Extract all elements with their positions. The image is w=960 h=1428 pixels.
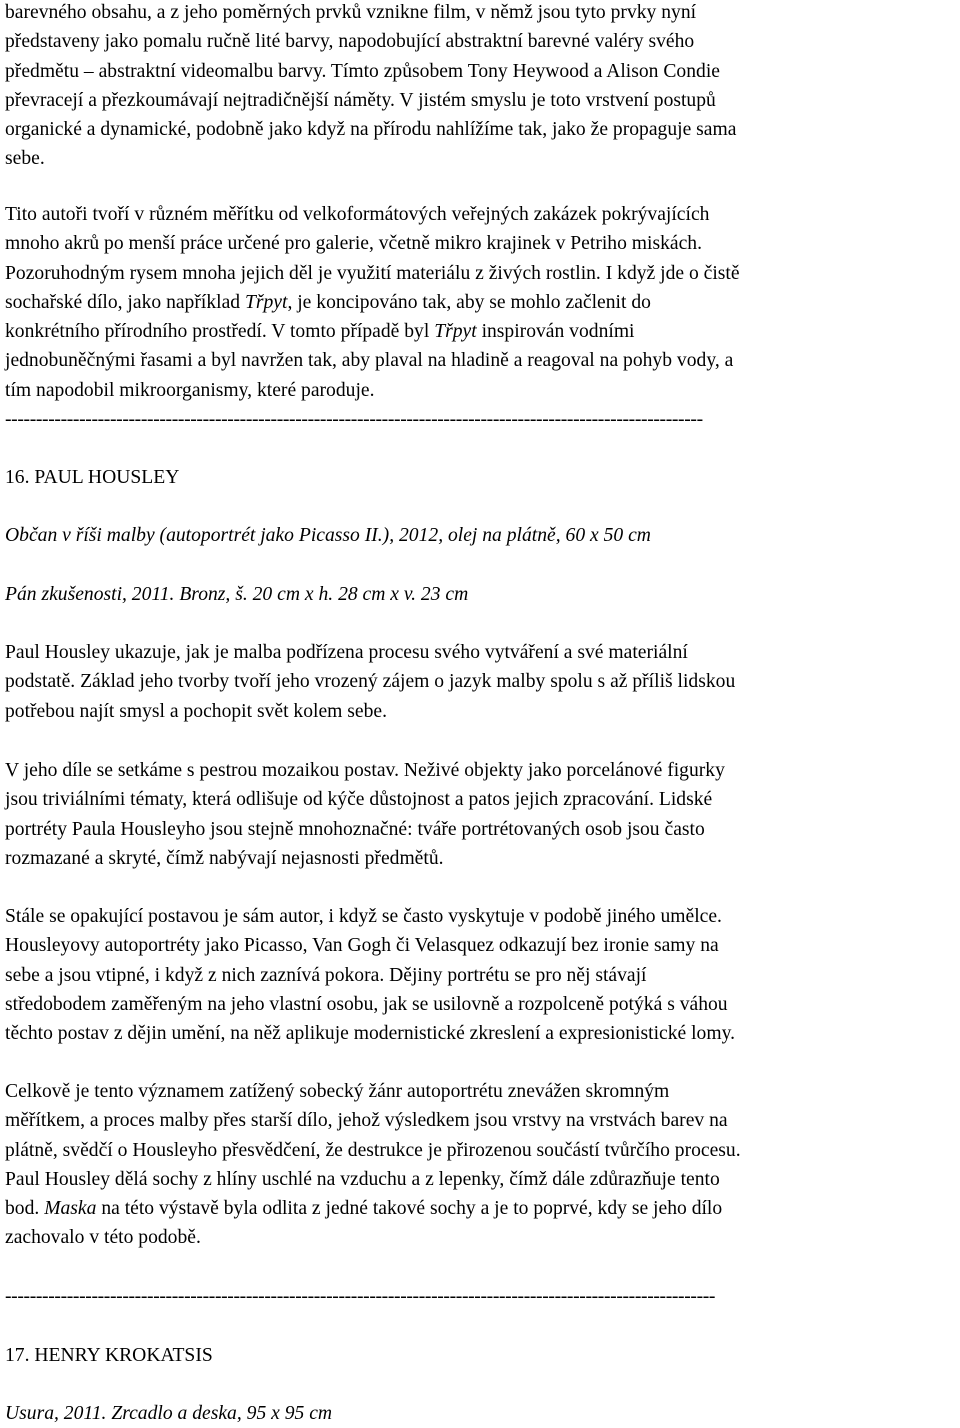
text-run: sochařské dílo, jako například [5,291,245,313]
section-separator: ------------------------------------------------------------------------------------------------------------------- [5,1286,716,1307]
text-run: na této výstavě byla odlita z jedné takové sochy a je to poprvé, kdy se jeho dílo [96,1198,723,1220]
text-line: Pozoruhodným rysem mnoha jejich děl je využití materiálu z živých rostlin. I když jde o čistě [5,262,740,284]
text-line: tím napodobil mikroorganismy, které paroduje. [5,379,375,401]
text-line: organické a dynamické, podobně jako když na přírodu nahlížíme tak, jako že propaguje sama [5,119,737,141]
text-line: jednobuněčnými řasami a byl navržen tak, aby plaval na hladině a reagoval na pohyb vody, a [5,350,734,372]
paragraph-intro-continuation [5,0,736,174]
text-line: sebe a jsou vtipné, i když z nich zaznívá pokora. Dějiny portrétu se pro něj stávají [5,964,647,986]
artwork-caption-2: Pán zkušenosti, 2011. Bronz, š. 20 cm x h. 28 cm x v. 23 cm [5,584,469,605]
text-line: Paul Housley dělá sochy z hlíny uschlé na vzduchu a z lepenky, čímž dále zdůrazňuje tento [5,1168,720,1190]
text-run: inspirován vodními [476,321,635,343]
text-line [5,1194,741,1223]
text-line: převracejí a přezkoumávají nejtradičnější náměty. V jistém smyslu je toto vrstvení postupů [5,89,716,111]
text-line: Paul Housley ukazuje, jak je malba podřízena procesu svého vytváření a své materiální [5,642,688,663]
section-heading-17: 17. HENRY KROKATSIS [5,1345,213,1366]
text-line: Stále se opakující postavou je sám autor, i když se často vyskytuje v podobě jiného umělce. [5,906,722,927]
text-line: měřítkem, a proces malby přes starší dílo, jehož výsledkem jsou vrstvy na vrstvách barev na [5,1110,728,1132]
artwork-caption-3: Usura, 2011. Zrcadlo a deska, 95 x 95 cm [5,1403,333,1424]
text-line: mnoho akrů po menší práce určené pro galerie, včetně mikro krajinek v Petriho miskách. [5,233,702,255]
text-line: sebe. [5,148,45,170]
text-line: V jeho díle se setkáme s pestrou mozaikou postav. Neživé objekty jako porcelánové figurky [5,760,725,781]
paragraph-housley-process [5,1077,741,1253]
artwork-details: , 2012, olej na plátně, 60 x 50 cm [389,525,651,546]
text-run: bod. [5,1198,45,1220]
text-line: potřebou najít smysl a pochopit svět kolem sebe. [5,700,388,722]
text-line: barevného obsahu, a z jeho poměrných prvků vznikne film, v němž jsou tyto prvky nyní [5,2,697,23]
text-line [5,317,740,346]
text-line: jsou triviálními tématy, která odlišuje od kýče důstojnost a patos jejich zpracování. Lidské [5,789,713,811]
artwork-caption-1 [5,521,651,550]
paragraph-housley-intro [5,638,735,726]
text-line: Housleyovy autoportréty jako Picasso, Van Gogh či Velasquez odkazují bez ironie samy na [5,935,719,957]
text-line: plátně, svědčí o Housleyho přesvědčení, že destrukce je přirozenou součástí tvůrčího procesu. [5,1139,741,1161]
text-line: podstatě. Základ jeho tvorby tvoří jeho vrozený zájem o jazyk malby spolu s až příliš lidskou [5,671,736,693]
paragraph-housley-self-portraits [5,902,735,1048]
text-line: těchto postav z dějin umění, na něž aplikuje modernistické zkreslení a expresionistické lomy. [5,1023,736,1045]
artwork-title: Občan v říši malby (autoportrét jako Picasso II.) [5,525,390,546]
text-line: předmětu – abstraktní videomalbu barvy. Tímto způsobem Tony Heywood a Alison Condie [5,60,720,82]
paragraph-scale-of-works [5,200,740,405]
section-heading-16: 16. PAUL HOUSLEY [5,467,180,488]
text-line: Tito autoři tvoří v různém měřítku od velkoformátových veřejných zakázek pokrývajících [5,204,710,225]
work-title-italic: Třpyt [244,291,288,313]
work-title-italic: Třpyt [434,321,477,343]
text-line [5,288,740,317]
text-line: zachovalo v této podobě. [5,1227,201,1249]
text-line: Celkově je tento významem zatížený sobecký žánr autoportrétu znevážen skromným [5,1081,670,1102]
text-line: středobodem zaměřeným na jeho vlastní osobu, jak se usilovně a rozpolceně potýká s váhou [5,993,728,1015]
section-separator: ----------------------------------------------------------------------------------------------------------------- [5,409,703,430]
text-run: , je koncipováno tak, aby se mohlo začlenit do [287,291,651,313]
paragraph-housley-figures [5,756,725,873]
text-line: představeny jako pomalu ručně lité barvy, napodobující abstraktní barevné valéry svého [5,31,695,53]
text-line: portréty Paula Housleyho jsou stejně mnohoznačné: tváře portrétovaných osob jsou často [5,818,705,840]
text-line: rozmazané a skryté, čímž nabývají nejasnosti předmětů. [5,847,444,869]
text-run: konkrétního přírodního prostředí. V tomto případě byl [5,321,435,343]
work-title-italic: Maska [44,1198,97,1220]
